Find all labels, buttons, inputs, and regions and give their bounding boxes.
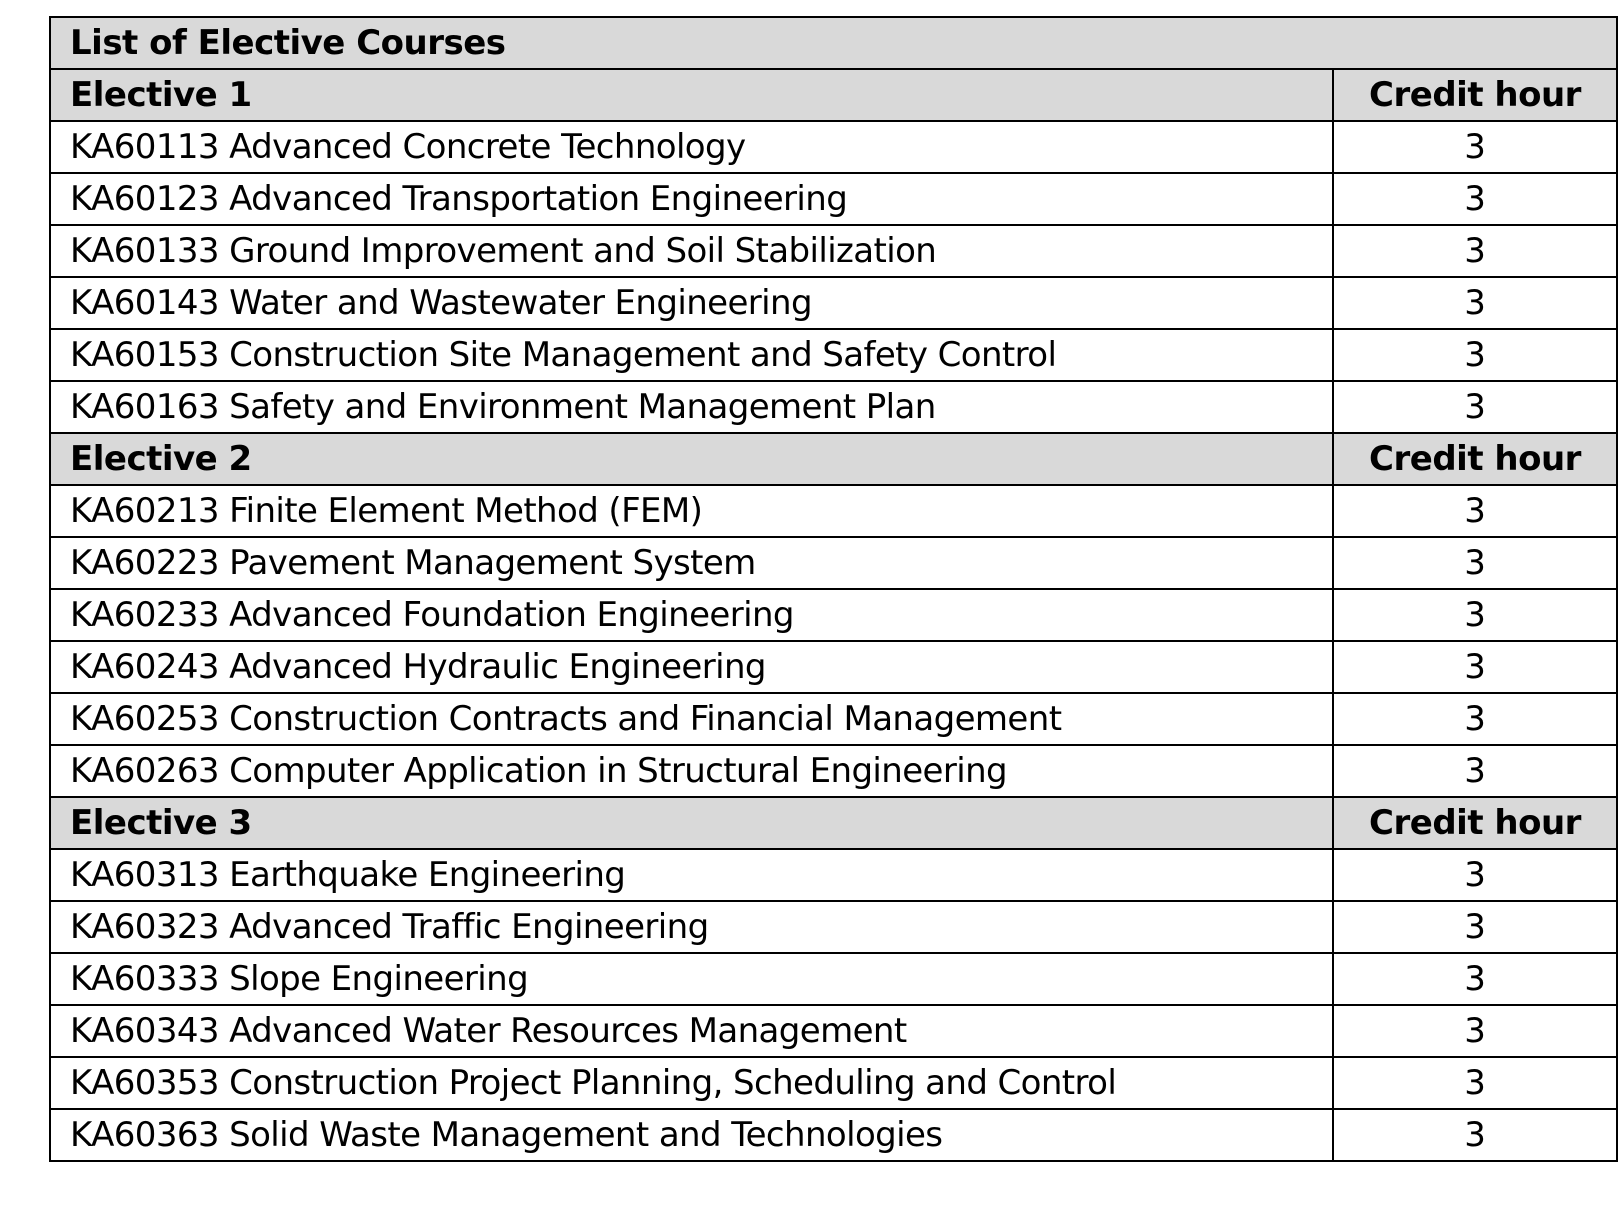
table-title-row <box>50 17 1617 69</box>
credit-hours: 3 <box>1333 849 1617 901</box>
credit-hours: 3 <box>1333 1057 1617 1109</box>
table-row <box>50 589 1617 641</box>
credit-hours: 3 <box>1333 901 1617 953</box>
group-name: Elective 3 <box>50 797 1333 849</box>
credit-hours: 3 <box>1333 745 1617 797</box>
course-name: KA60263 Computer Application in Structural Engineering <box>50 745 1333 797</box>
course-name: KA60153 Construction Site Management and Safety Control <box>50 329 1333 381</box>
course-name: KA60113 Advanced Concrete Technology <box>50 121 1333 173</box>
course-name: KA60363 Solid Waste Management and Technologies <box>50 1109 1333 1161</box>
course-name: KA60223 Pavement Management System <box>50 537 1333 589</box>
group-header-row <box>50 433 1617 485</box>
table-title: List of Elective Courses <box>50 17 1617 69</box>
credit-hours: 3 <box>1333 589 1617 641</box>
course-name: KA60213 Finite Element Method (FEM) <box>50 485 1333 537</box>
table-row <box>50 381 1617 433</box>
table-row <box>50 329 1617 381</box>
group-name: Elective 1 <box>50 69 1333 121</box>
course-name: KA60163 Safety and Environment Management Plan <box>50 381 1333 433</box>
table-row <box>50 173 1617 225</box>
table-row <box>50 745 1617 797</box>
table-row <box>50 1109 1617 1161</box>
credit-hour-header: Credit hour <box>1333 69 1617 121</box>
table-row <box>50 693 1617 745</box>
table-row <box>50 641 1617 693</box>
table-row <box>50 901 1617 953</box>
credit-hours: 3 <box>1333 485 1617 537</box>
credit-hours: 3 <box>1333 381 1617 433</box>
credit-hours: 3 <box>1333 641 1617 693</box>
table-row <box>50 849 1617 901</box>
group-header-row <box>50 797 1617 849</box>
credit-hour-header: Credit hour <box>1333 797 1617 849</box>
credit-hours: 3 <box>1333 121 1617 173</box>
credit-hours: 3 <box>1333 1005 1617 1057</box>
credit-hours: 3 <box>1333 329 1617 381</box>
table-row <box>50 225 1617 277</box>
table-row <box>50 121 1617 173</box>
table-row <box>50 1057 1617 1109</box>
course-name: KA60343 Advanced Water Resources Management <box>50 1005 1333 1057</box>
credit-hours: 3 <box>1333 1109 1617 1161</box>
course-name: KA60333 Slope Engineering <box>50 953 1333 1005</box>
group-name: Elective 2 <box>50 433 1333 485</box>
course-name: KA60313 Earthquake Engineering <box>50 849 1333 901</box>
elective-courses-table <box>49 16 1618 1162</box>
course-name: KA60143 Water and Wastewater Engineering <box>50 277 1333 329</box>
credit-hours: 3 <box>1333 277 1617 329</box>
course-name: KA60353 Construction Project Planning, Scheduling and Control <box>50 1057 1333 1109</box>
course-name: KA60133 Ground Improvement and Soil Stabilization <box>50 225 1333 277</box>
credit-hour-header: Credit hour <box>1333 433 1617 485</box>
table-row <box>50 485 1617 537</box>
course-name: KA60243 Advanced Hydraulic Engineering <box>50 641 1333 693</box>
group-header-row <box>50 69 1617 121</box>
credit-hours: 3 <box>1333 953 1617 1005</box>
course-name: KA60323 Advanced Traffic Engineering <box>50 901 1333 953</box>
course-name: KA60233 Advanced Foundation Engineering <box>50 589 1333 641</box>
course-name: KA60123 Advanced Transportation Engineering <box>50 173 1333 225</box>
table-row <box>50 277 1617 329</box>
credit-hours: 3 <box>1333 693 1617 745</box>
credit-hours: 3 <box>1333 537 1617 589</box>
table-row <box>50 537 1617 589</box>
course-name: KA60253 Construction Contracts and Financial Management <box>50 693 1333 745</box>
table-row <box>50 953 1617 1005</box>
credit-hours: 3 <box>1333 225 1617 277</box>
table-row <box>50 1005 1617 1057</box>
credit-hours: 3 <box>1333 173 1617 225</box>
